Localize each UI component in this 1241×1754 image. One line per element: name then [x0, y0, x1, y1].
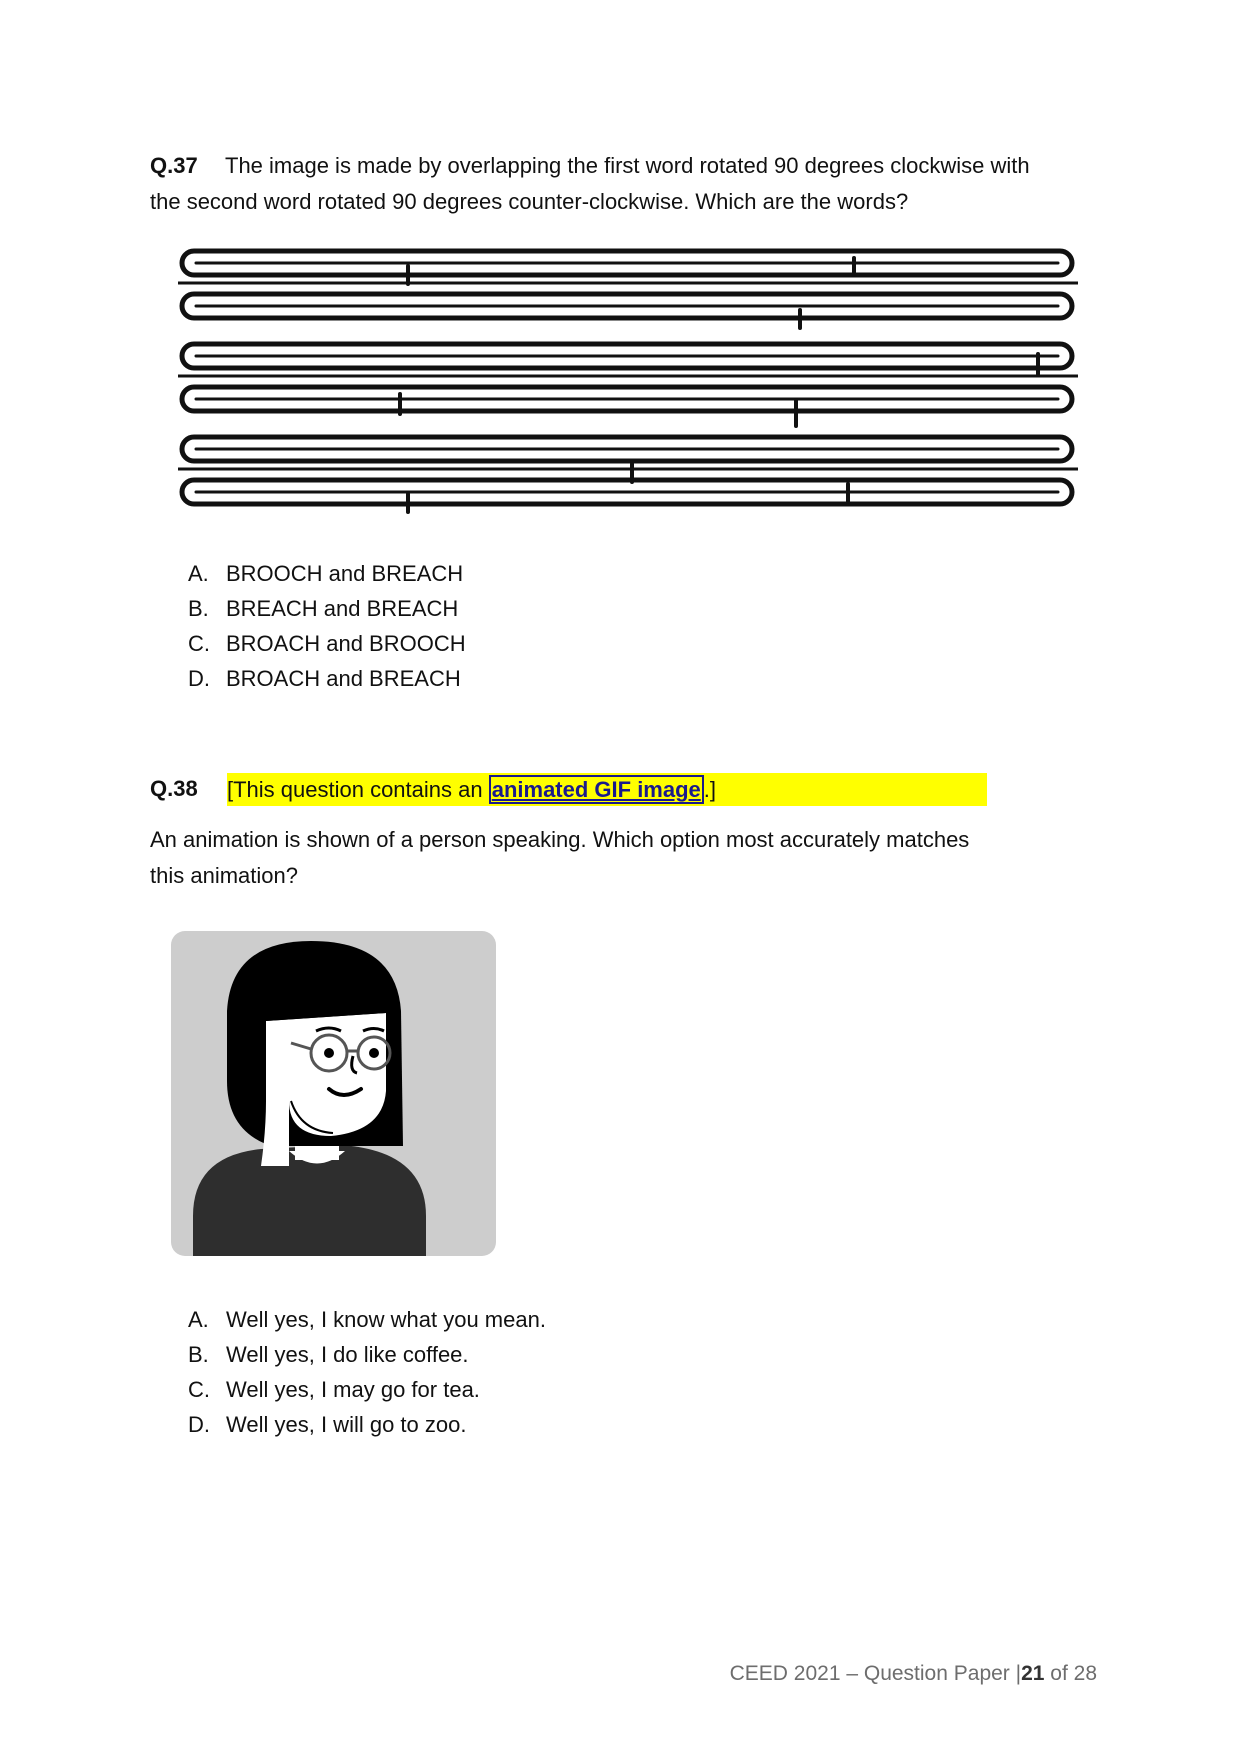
- q38-note-prefix: [This question contains an: [227, 777, 489, 802]
- option-text: BROOCH and BREACH: [226, 561, 464, 586]
- option-letter: A.: [188, 1307, 209, 1332]
- q38-option-a[interactable]: [188, 1302, 546, 1337]
- option-letter: B.: [188, 596, 209, 621]
- q38-number: [150, 771, 225, 807]
- option-letter: D.: [188, 666, 210, 691]
- q37-overlap-image: [178, 244, 1078, 529]
- option-text: BROACH and BROOCH: [226, 631, 466, 656]
- option-text: Well yes, I may go for tea.: [226, 1377, 480, 1402]
- option-letter: A.: [188, 561, 209, 586]
- option-letter: C.: [188, 631, 210, 656]
- footer-page-total: of 28: [1044, 1662, 1097, 1685]
- q38-text-line2: this animation?: [150, 863, 298, 888]
- q38-option-c[interactable]: [188, 1372, 480, 1407]
- option-text: Well yes, I do like coffee.: [226, 1342, 469, 1367]
- option-text: BROACH and BREACH: [226, 666, 461, 691]
- option-text: Well yes, I will go to zoo.: [226, 1412, 467, 1437]
- q37-number: Q.37: [150, 153, 198, 178]
- page-footer: [730, 1662, 1097, 1686]
- person-speaking-illustration: [171, 931, 496, 1256]
- q37-text-line2: the second word rotated 90 degrees counter-clockwise. Which are the words?: [150, 189, 909, 214]
- option-letter: C.: [188, 1377, 210, 1402]
- option-text: BREACH and BREACH: [226, 596, 459, 621]
- q38-note-suffix: .]: [703, 777, 717, 802]
- q38-number-text: Q.38: [150, 776, 198, 801]
- q37-question: [150, 148, 1110, 220]
- footer-page-number: 21: [1021, 1662, 1045, 1685]
- q38-question: [150, 822, 1110, 894]
- q38-note: [227, 773, 716, 806]
- q38-text-line1: An animation is shown of a person speaking. Which option most accurately matches: [150, 827, 970, 852]
- option-letter: B.: [188, 1342, 209, 1367]
- option-letter: D.: [188, 1412, 210, 1437]
- animated-gif-link[interactable]: animated GIF image: [489, 775, 704, 804]
- footer-title: CEED 2021 – Question Paper |: [729, 1662, 1022, 1685]
- q37-option-b[interactable]: [188, 591, 458, 626]
- q37-figure: [178, 244, 1078, 529]
- q37-option-d[interactable]: [188, 661, 461, 696]
- q37-option-c[interactable]: [188, 626, 466, 661]
- q38-option-d[interactable]: [188, 1407, 466, 1442]
- q38-animation-image: [171, 931, 496, 1256]
- q37-text-line1: The image is made by overlapping the first word rotated 90 degrees clockwise with: [225, 153, 1030, 178]
- q37-option-a[interactable]: [188, 556, 463, 591]
- option-text: Well yes, I know what you mean.: [226, 1307, 546, 1332]
- q38-option-b[interactable]: [188, 1337, 469, 1372]
